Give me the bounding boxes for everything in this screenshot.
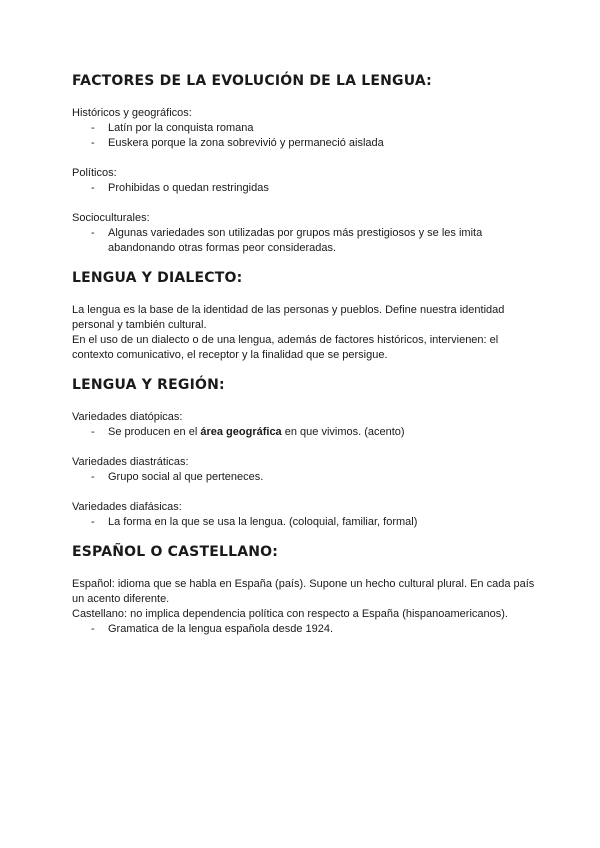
list-diastraticas	[72, 470, 540, 485]
label-diastraticas: Variedades diastráticas:	[72, 456, 189, 468]
label-socioculturales: Socioculturales:	[72, 212, 150, 224]
bold-term: área geográfica	[200, 426, 282, 438]
heading-dialecto: LENGUA Y DIALECTO:	[72, 270, 243, 286]
list-item: - Latín por la conquista romana	[72, 121, 540, 136]
paragraph-castellano: Castellano: no implica dependencia política con respecto a España (hispanoamericanos).	[72, 608, 508, 620]
list-politicos	[72, 181, 540, 196]
list-item: - Algunas variedades son utilizadas por grupos más prestigiosos y se les imita abandonando otras formas peor consideradas.	[72, 226, 540, 256]
paragraph-uso-dialecto: En el uso de un dialecto o de una lengua, además de factores históricos, intervienen: el contexto comunicativo, el receptor y la finalidad que se persigue.	[72, 334, 499, 361]
list-item: - Grupo social al que perteneces.	[72, 470, 540, 485]
heading-region: LENGUA Y REGIÓN:	[72, 377, 225, 393]
list-item: - Euskera porque la zona sobrevivió y permaneció aislada	[72, 136, 540, 151]
paragraph-espanol: Español: idioma que se habla en España (país). Supone un hecho cultural plural. En cada país un acento diferente.	[72, 578, 535, 605]
list-diatopicas	[72, 425, 540, 440]
text-run: en que vivimos. (acento)	[281, 426, 405, 438]
list-item	[72, 425, 540, 440]
list-item: - La forma en la que se usa la lengua. (coloquial, familiar, formal)	[72, 515, 540, 530]
list-socioculturales	[72, 226, 540, 256]
label-historicos: Históricos y geográficos:	[72, 107, 192, 119]
heading-espanol: ESPAÑOL O CASTELLANO:	[72, 544, 279, 560]
list-item: - Gramatica de la lengua española desde 1924.	[72, 622, 540, 637]
list-diafasicas	[72, 515, 540, 530]
heading-factores: FACTORES DE LA EVOLUCIÓN DE LA LENGUA:	[72, 73, 432, 89]
label-politicos: Políticos:	[72, 167, 117, 179]
text-run: Se producen en el	[108, 426, 201, 438]
list-historicos	[72, 121, 540, 151]
list-item: - Prohibidas o quedan restringidas	[72, 181, 540, 196]
paragraph-identidad: La lengua es la base de la identidad de las personas y pueblos. Define nuestra identidad personal y también cultural.	[72, 304, 505, 331]
list-espanol	[72, 622, 540, 637]
label-diafasicas: Variedades diafásicas:	[72, 501, 182, 513]
label-diatopicas: Variedades diatópicas:	[72, 411, 183, 423]
